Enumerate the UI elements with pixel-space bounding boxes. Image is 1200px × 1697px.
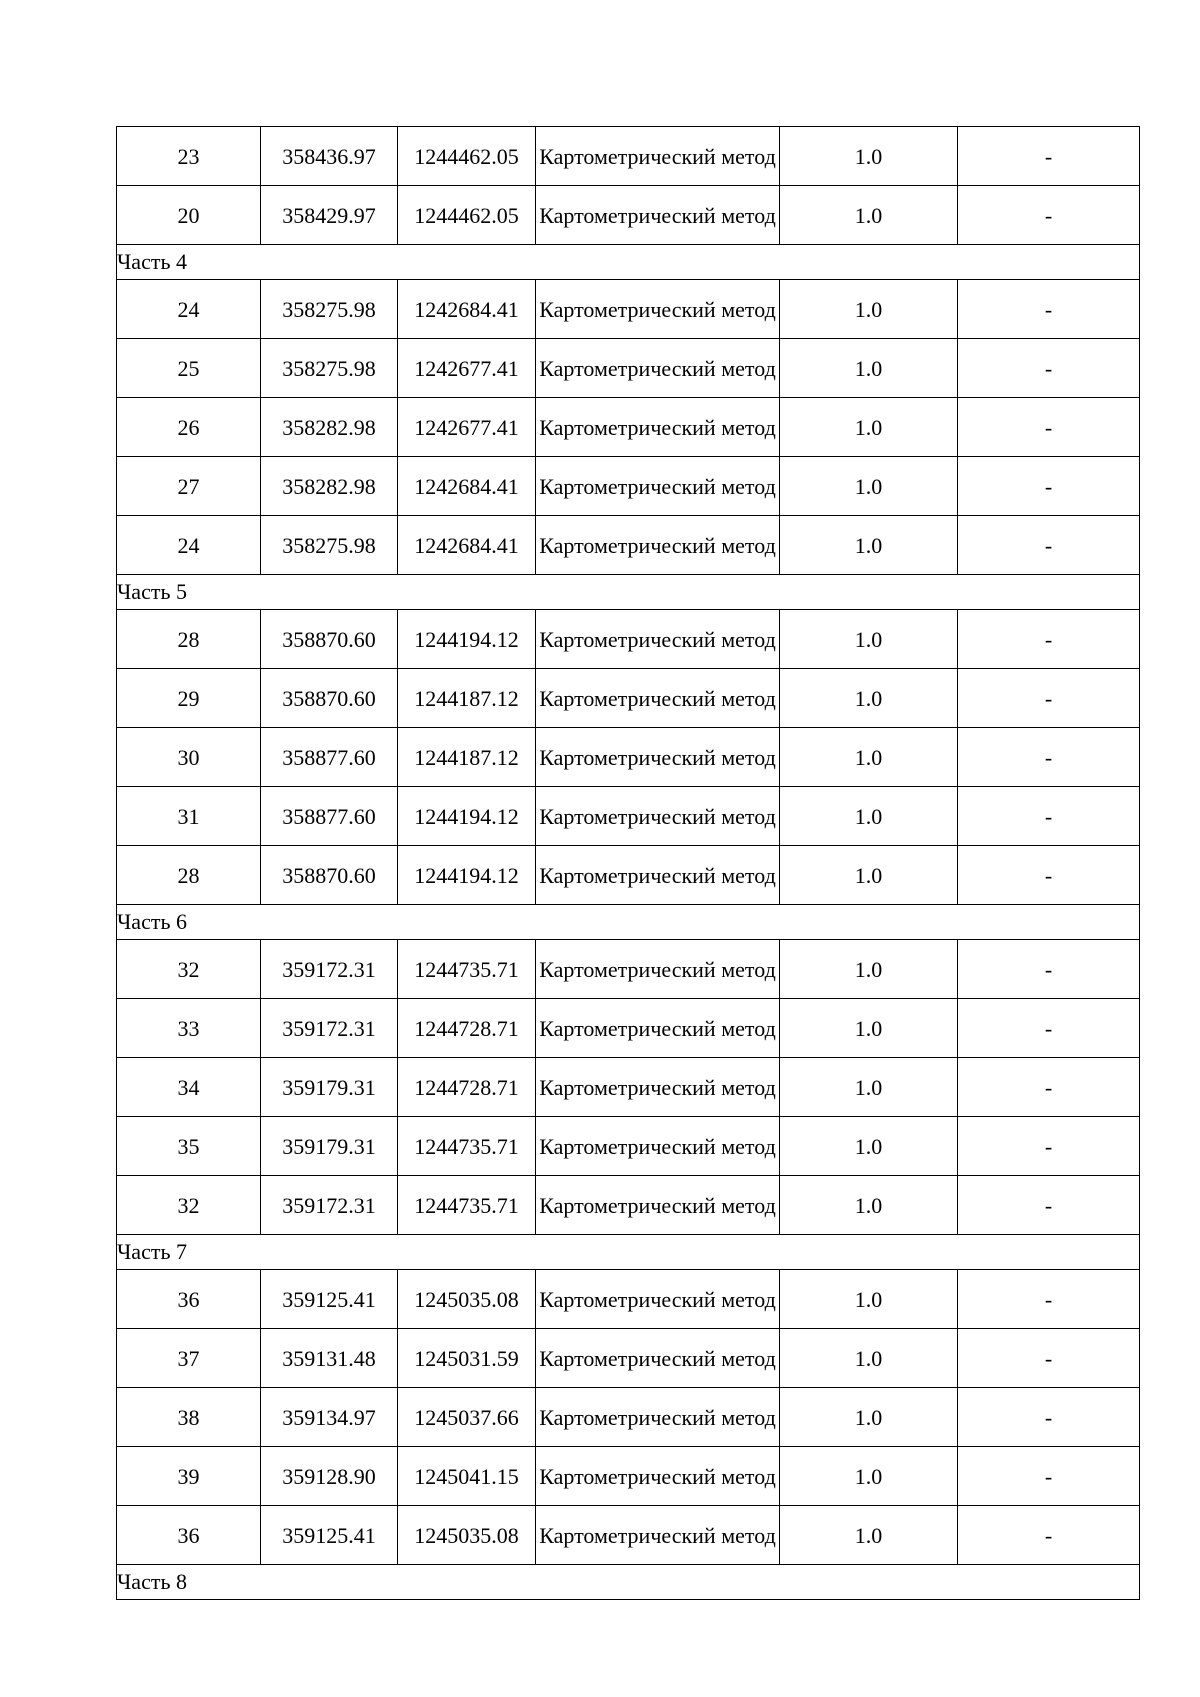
note-cell: - <box>958 1447 1140 1506</box>
table-row <box>117 846 1140 905</box>
point-number-cell: 39 <box>117 1447 261 1506</box>
method-cell: Картометрический метод <box>536 787 780 846</box>
accuracy-cell: 1.0 <box>780 787 958 846</box>
y-coordinate-cell: 1244194.12 <box>398 787 536 846</box>
part-heading: Часть 6 <box>117 905 1140 940</box>
method-cell: Картометрический метод <box>536 1388 780 1447</box>
point-number-cell: 33 <box>117 999 261 1058</box>
y-coordinate-cell: 1242684.41 <box>398 516 536 575</box>
note-cell: - <box>958 1117 1140 1176</box>
point-number-cell: 37 <box>117 1329 261 1388</box>
y-coordinate-cell: 1244735.71 <box>398 1117 536 1176</box>
x-coordinate-cell: 358275.98 <box>261 339 398 398</box>
part-heading-row <box>117 245 1140 280</box>
method-cell: Картометрический метод <box>536 669 780 728</box>
accuracy-cell: 1.0 <box>780 1329 958 1388</box>
method-cell: Картометрический метод <box>536 457 780 516</box>
note-cell: - <box>958 398 1140 457</box>
y-coordinate-cell: 1245031.59 <box>398 1329 536 1388</box>
x-coordinate-cell: 359128.90 <box>261 1447 398 1506</box>
note-cell: - <box>958 1058 1140 1117</box>
point-number-cell: 23 <box>117 127 261 186</box>
method-cell: Картометрический метод <box>536 1117 780 1176</box>
method-cell: Картометрический метод <box>536 398 780 457</box>
point-number-cell: 26 <box>117 398 261 457</box>
x-coordinate-cell: 358436.97 <box>261 127 398 186</box>
table-row <box>117 186 1140 245</box>
x-coordinate-cell: 359179.31 <box>261 1117 398 1176</box>
method-cell: Картометрический метод <box>536 1506 780 1565</box>
note-cell: - <box>958 457 1140 516</box>
part-heading-row <box>117 575 1140 610</box>
y-coordinate-cell: 1244735.71 <box>398 940 536 999</box>
y-coordinate-cell: 1244462.05 <box>398 127 536 186</box>
accuracy-cell: 1.0 <box>780 1388 958 1447</box>
y-coordinate-cell: 1244728.71 <box>398 999 536 1058</box>
y-coordinate-cell: 1245037.66 <box>398 1388 536 1447</box>
accuracy-cell: 1.0 <box>780 610 958 669</box>
accuracy-cell: 1.0 <box>780 1270 958 1329</box>
method-cell: Картометрический метод <box>536 280 780 339</box>
method-cell: Картометрический метод <box>536 1447 780 1506</box>
table-row <box>117 1447 1140 1506</box>
method-cell: Картометрический метод <box>536 728 780 787</box>
y-coordinate-cell: 1242684.41 <box>398 280 536 339</box>
accuracy-cell: 1.0 <box>780 846 958 905</box>
part-heading: Часть 5 <box>117 575 1140 610</box>
note-cell: - <box>958 339 1140 398</box>
method-cell: Картометрический метод <box>536 339 780 398</box>
accuracy-cell: 1.0 <box>780 186 958 245</box>
point-number-cell: 20 <box>117 186 261 245</box>
accuracy-cell: 1.0 <box>780 1506 958 1565</box>
method-cell: Картометрический метод <box>536 1329 780 1388</box>
table-row <box>117 127 1140 186</box>
part-heading-row <box>117 905 1140 940</box>
x-coordinate-cell: 359179.31 <box>261 1058 398 1117</box>
method-cell: Картометрический метод <box>536 1058 780 1117</box>
note-cell: - <box>958 669 1140 728</box>
method-cell: Картометрический метод <box>536 186 780 245</box>
point-number-cell: 32 <box>117 1176 261 1235</box>
accuracy-cell: 1.0 <box>780 1176 958 1235</box>
note-cell: - <box>958 1176 1140 1235</box>
table-row <box>117 940 1140 999</box>
x-coordinate-cell: 358275.98 <box>261 280 398 339</box>
x-coordinate-cell: 359125.41 <box>261 1506 398 1565</box>
accuracy-cell: 1.0 <box>780 999 958 1058</box>
table-row <box>117 1329 1140 1388</box>
accuracy-cell: 1.0 <box>780 1058 958 1117</box>
method-cell: Картометрический метод <box>536 610 780 669</box>
accuracy-cell: 1.0 <box>780 457 958 516</box>
point-number-cell: 31 <box>117 787 261 846</box>
point-number-cell: 38 <box>117 1388 261 1447</box>
point-number-cell: 28 <box>117 610 261 669</box>
accuracy-cell: 1.0 <box>780 516 958 575</box>
note-cell: - <box>958 787 1140 846</box>
x-coordinate-cell: 359125.41 <box>261 1270 398 1329</box>
point-number-cell: 36 <box>117 1506 261 1565</box>
table-row <box>117 669 1140 728</box>
point-number-cell: 27 <box>117 457 261 516</box>
note-cell: - <box>958 1270 1140 1329</box>
accuracy-cell: 1.0 <box>780 1447 958 1506</box>
table-row <box>117 1176 1140 1235</box>
accuracy-cell: 1.0 <box>780 398 958 457</box>
note-cell: - <box>958 1506 1140 1565</box>
table-row <box>117 728 1140 787</box>
x-coordinate-cell: 358877.60 <box>261 787 398 846</box>
method-cell: Картометрический метод <box>536 1270 780 1329</box>
method-cell: Картометрический метод <box>536 846 780 905</box>
x-coordinate-cell: 358275.98 <box>261 516 398 575</box>
table-row <box>117 516 1140 575</box>
point-number-cell: 32 <box>117 940 261 999</box>
y-coordinate-cell: 1242677.41 <box>398 339 536 398</box>
point-number-cell: 29 <box>117 669 261 728</box>
x-coordinate-cell: 358877.60 <box>261 728 398 787</box>
table-row <box>117 398 1140 457</box>
y-coordinate-cell: 1244187.12 <box>398 728 536 787</box>
x-coordinate-cell: 359172.31 <box>261 940 398 999</box>
note-cell: - <box>958 516 1140 575</box>
coordinates-table-body <box>117 127 1140 1600</box>
accuracy-cell: 1.0 <box>780 1117 958 1176</box>
table-row <box>117 280 1140 339</box>
part-heading-row <box>117 1565 1140 1600</box>
note-cell: - <box>958 999 1140 1058</box>
point-number-cell: 36 <box>117 1270 261 1329</box>
point-number-cell: 35 <box>117 1117 261 1176</box>
point-number-cell: 24 <box>117 280 261 339</box>
y-coordinate-cell: 1244194.12 <box>398 610 536 669</box>
table-row <box>117 1117 1140 1176</box>
part-heading: Часть 4 <box>117 245 1140 280</box>
method-cell: Картометрический метод <box>536 940 780 999</box>
y-coordinate-cell: 1245035.08 <box>398 1506 536 1565</box>
x-coordinate-cell: 358870.60 <box>261 669 398 728</box>
part-heading: Часть 8 <box>117 1565 1140 1600</box>
part-heading-row <box>117 1235 1140 1270</box>
note-cell: - <box>958 280 1140 339</box>
table-row <box>117 999 1140 1058</box>
x-coordinate-cell: 359131.48 <box>261 1329 398 1388</box>
note-cell: - <box>958 127 1140 186</box>
part-heading: Часть 7 <box>117 1235 1140 1270</box>
coordinates-table <box>116 126 1140 1600</box>
accuracy-cell: 1.0 <box>780 669 958 728</box>
x-coordinate-cell: 358429.97 <box>261 186 398 245</box>
y-coordinate-cell: 1245035.08 <box>398 1270 536 1329</box>
note-cell: - <box>958 728 1140 787</box>
point-number-cell: 24 <box>117 516 261 575</box>
x-coordinate-cell: 358282.98 <box>261 398 398 457</box>
table-row <box>117 1388 1140 1447</box>
note-cell: - <box>958 186 1140 245</box>
point-number-cell: 28 <box>117 846 261 905</box>
table-row <box>117 1058 1140 1117</box>
table-row <box>117 457 1140 516</box>
x-coordinate-cell: 358870.60 <box>261 846 398 905</box>
table-row <box>117 787 1140 846</box>
method-cell: Картометрический метод <box>536 516 780 575</box>
point-number-cell: 25 <box>117 339 261 398</box>
point-number-cell: 30 <box>117 728 261 787</box>
table-row <box>117 1270 1140 1329</box>
accuracy-cell: 1.0 <box>780 127 958 186</box>
accuracy-cell: 1.0 <box>780 280 958 339</box>
y-coordinate-cell: 1244187.12 <box>398 669 536 728</box>
x-coordinate-cell: 358870.60 <box>261 610 398 669</box>
note-cell: - <box>958 1388 1140 1447</box>
y-coordinate-cell: 1245041.15 <box>398 1447 536 1506</box>
method-cell: Картометрический метод <box>536 999 780 1058</box>
table-row <box>117 339 1140 398</box>
note-cell: - <box>958 1329 1140 1388</box>
y-coordinate-cell: 1244462.05 <box>398 186 536 245</box>
x-coordinate-cell: 358282.98 <box>261 457 398 516</box>
accuracy-cell: 1.0 <box>780 940 958 999</box>
y-coordinate-cell: 1244728.71 <box>398 1058 536 1117</box>
x-coordinate-cell: 359172.31 <box>261 999 398 1058</box>
y-coordinate-cell: 1244194.12 <box>398 846 536 905</box>
method-cell: Картометрический метод <box>536 1176 780 1235</box>
table-row <box>117 610 1140 669</box>
method-cell: Картометрический метод <box>536 127 780 186</box>
accuracy-cell: 1.0 <box>780 728 958 787</box>
table-row <box>117 1506 1140 1565</box>
y-coordinate-cell: 1244735.71 <box>398 1176 536 1235</box>
accuracy-cell: 1.0 <box>780 339 958 398</box>
y-coordinate-cell: 1242684.41 <box>398 457 536 516</box>
x-coordinate-cell: 359172.31 <box>261 1176 398 1235</box>
note-cell: - <box>958 610 1140 669</box>
note-cell: - <box>958 846 1140 905</box>
note-cell: - <box>958 940 1140 999</box>
y-coordinate-cell: 1242677.41 <box>398 398 536 457</box>
point-number-cell: 34 <box>117 1058 261 1117</box>
x-coordinate-cell: 359134.97 <box>261 1388 398 1447</box>
